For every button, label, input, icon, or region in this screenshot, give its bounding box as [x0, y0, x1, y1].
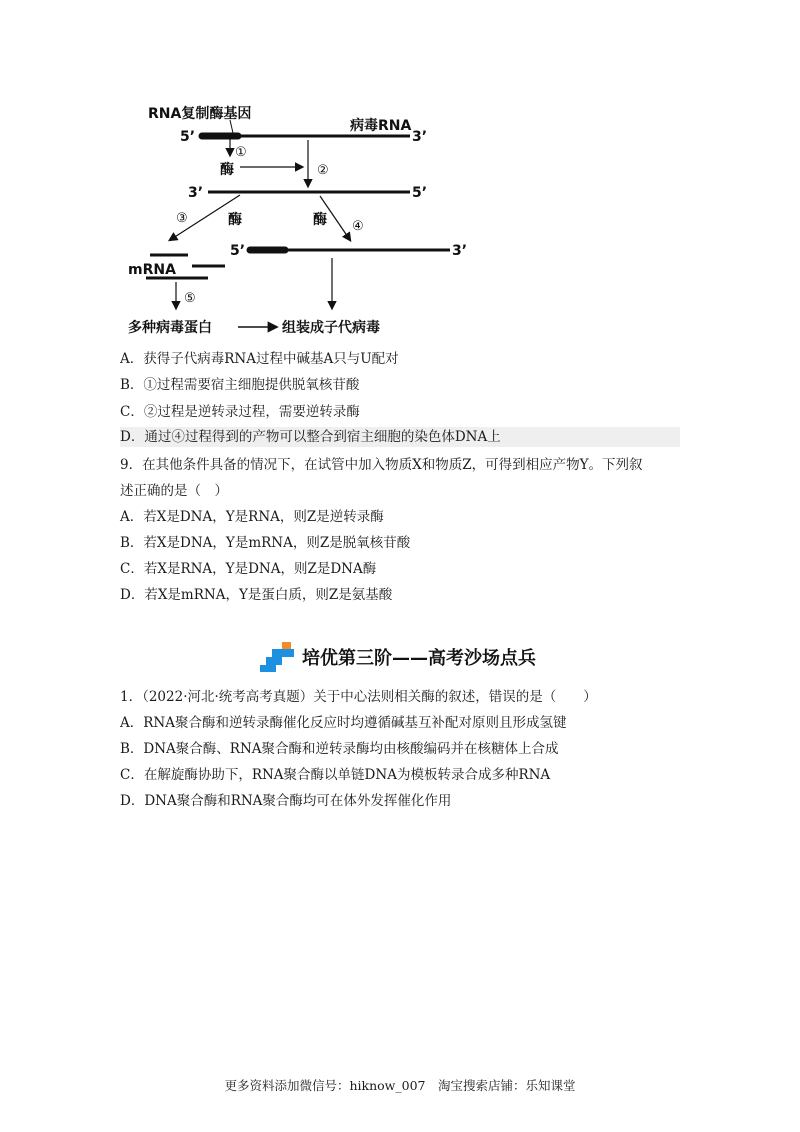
- q8-option-a: A．获得子代病毒RNA过程中碱基A只与U配对: [120, 351, 399, 367]
- virus-rna-label: 病毒RNA: [350, 118, 412, 134]
- q1-stem: 1．（2022·河北·统考高考真题）关于中心法则相关酶的叙述，错误的是（ ）: [120, 689, 597, 705]
- q9-stem-line1: 9．在其他条件具备的情况下，在试管中加入物质X和物质Z，可得到相应产物Y。下列叙: [120, 457, 643, 473]
- step-1: ①: [235, 145, 247, 160]
- enzyme-3: 酶: [228, 212, 242, 228]
- section-heading: [260, 641, 536, 673]
- step-2: ②: [317, 163, 329, 178]
- step-5: ⑤: [184, 291, 196, 306]
- q8-option-b: B．①过程需要宿主细胞提供脱氧核苷酸: [120, 377, 360, 393]
- step-4: ④: [352, 219, 364, 234]
- assemble-label: 组装成子代病毒: [282, 320, 380, 336]
- step-3: ③: [176, 211, 188, 226]
- strand2-5prime: 5’: [412, 185, 428, 201]
- mrna-label: mRNA: [128, 262, 176, 278]
- section-title: 培优第三阶——高考沙场点兵: [302, 648, 536, 669]
- proteins-label: 多种病毒蛋白: [128, 320, 212, 336]
- q9-option-d: D．若X是mRNA，Y是蛋白质，则Z是氨基酸: [120, 587, 393, 603]
- q1-option-b: B．DNA聚合酶、RNA聚合酶和逆转录酶均由核酸编码并在核糖体上合成: [120, 741, 559, 757]
- enzyme-1: 酶: [220, 162, 234, 178]
- q1-option-c: C．在解旋酶协助下，RNA聚合酶以单链DNA为模板转录合成多种RNA: [120, 767, 551, 783]
- strand3-5prime: 5’: [230, 243, 246, 259]
- q8-option-d: D．通过④过程得到的产物可以整合到宿主细胞的染色体DNA上: [120, 427, 680, 447]
- virus-replication-diagram: [110, 100, 490, 345]
- footer-note: 更多资料添加微信号：hiknow_007 淘宝搜索店铺：乐知课堂: [224, 1078, 576, 1093]
- q9-option-a: A．若X是DNA，Y是RNA，则Z是逆转录酶: [120, 509, 384, 525]
- q8-option-c: C．②过程是逆转录过程，需要逆转录酶: [120, 404, 360, 420]
- strand1-3prime: 3’: [412, 129, 428, 145]
- gene-label: RNA复制酶基因: [148, 106, 252, 122]
- strand1-5prime: 5’: [180, 129, 196, 145]
- q9-option-c: C．若X是RNA，Y是DNA，则Z是DNA酶: [120, 561, 377, 577]
- diagram-svg: [110, 100, 490, 345]
- stairs-logo-icon: [260, 642, 296, 672]
- q9-option-b: B．若X是DNA，Y是mRNA，则Z是脱氧核苷酸: [120, 535, 411, 551]
- strand2-3prime: 3’: [188, 185, 204, 201]
- q1-option-d: D．DNA聚合酶和RNA聚合酶均可在体外发挥催化作用: [120, 793, 452, 809]
- enzyme-4: 酶: [313, 212, 327, 228]
- q9-stem-line2: 述正确的是（ ）: [120, 483, 228, 499]
- strand3-3prime: 3’: [452, 243, 468, 259]
- q1-option-a: A．RNA聚合酶和逆转录酶催化反应时均遵循碱基互补配对原则且形成氢键: [120, 715, 567, 731]
